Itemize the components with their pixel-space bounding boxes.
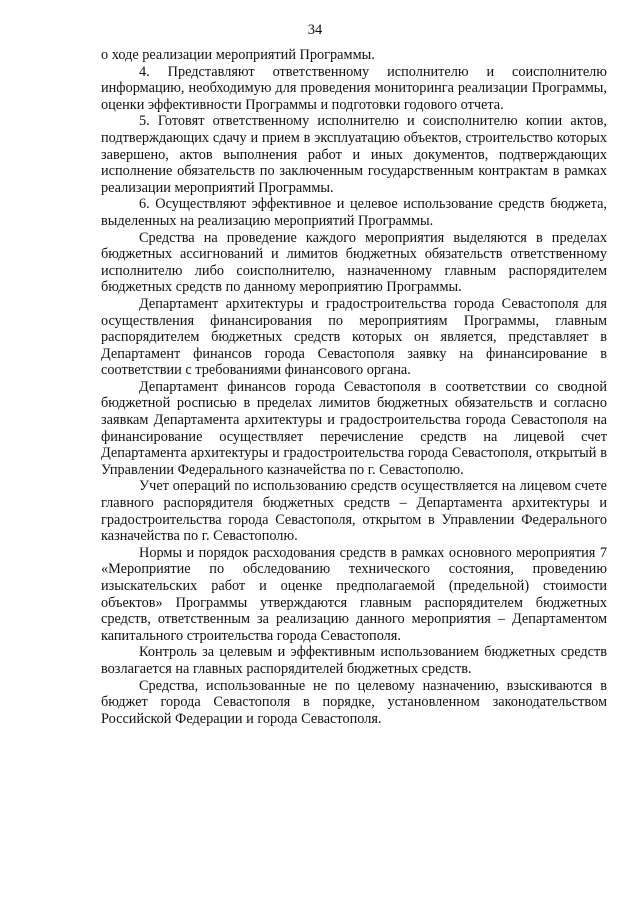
paragraph-finance-department: Департамент финансов города Севастополя в соответствии со сводной бюджетной росписью в пределах лимитов бюджетных обязательств и согласно заявкам Департамента архитектуры и градостроительства города Севастополя на финансирование осуществляет перечисление средств на лицевой счет Департамента архитектуры и градостроительства города Севастополя, открытый в Управлении Федерального казначейства по г. Севастополю. [101, 378, 607, 478]
paragraph-item-6: 6. Осуществляют эффективное и целевое использование средств бюджета, выделенных на реализацию мероприятий Программы. [101, 196, 607, 229]
paragraph-misuse-recovery: Средства, использованные не по целевому назначению, взыскиваются в бюджет города Севастополя в порядке, установленном законодательством Российской Федерации и города Севастополя. [101, 677, 607, 727]
document-body [101, 47, 607, 727]
paragraph-architecture-department: Департамент архитектуры и градостроительства города Севастополя для осуществления финансирования по мероприятиям Программы, главным распорядителем бюджетных средств которых он является, представляет в Департамент финансов города Севастополя заявку на финансирование в соответствии с требованиями финансового органа. [101, 295, 607, 379]
paragraph-operations-accounting: Учет операций по использованию средств осуществляется на лицевом счете главного распорядителя бюджетных средств – Департамента архитектуры и градостроительства города Севастополя, открытом в Управлении Федерального казначейства по г. Севастополю. [101, 478, 607, 545]
paragraph-control: Контроль за целевым и эффективным использованием бюджетных средств возлагается на главных распорядителей бюджетных средств. [101, 644, 607, 677]
paragraph-continuation: о ходе реализации мероприятий Программы. [101, 47, 375, 63]
page-number: 34 [307, 22, 323, 38]
paragraph-funding-allocation: Средства на проведение каждого мероприятия выделяются в пределах бюджетных ассигнований и лимитов бюджетных обязательств ответственному исполнителю либо соисполнителю, назначенному главным распорядителем бюджетных средств по данному мероприятию Программы. [101, 229, 607, 296]
paragraph-spending-norms: Нормы и порядок расходования средств в рамках основного мероприятия 7 «Мероприятие по обследованию технического состояния, проведению изыскательских работ и оценке предполагаемой (предельной) стоимости объектов» Программы утверждаются главным распорядителем бюджетных средств, ответственным за реализацию данного мероприятия – Департаментом капитального строительства города Севастополя. [101, 544, 607, 644]
paragraph-item-5: 5. Готовят ответственному исполнителю и соисполнителю копии актов, подтверждающих сдачу и прием в эксплуатацию объектов, строительство которых завершено, актов выполнения работ и иных документов, подтверждающих исполнение обязательств по заключенным государственным контрактам в рамках реализации мероприятий Программы. [101, 113, 607, 196]
paragraph-item-4: 4. Представляют ответственному исполнителю и соисполнителю информацию, необходимую для проведения мониторинга реализации Программы, оценки эффективности Программы и подготовки годового отчета. [101, 63, 607, 113]
